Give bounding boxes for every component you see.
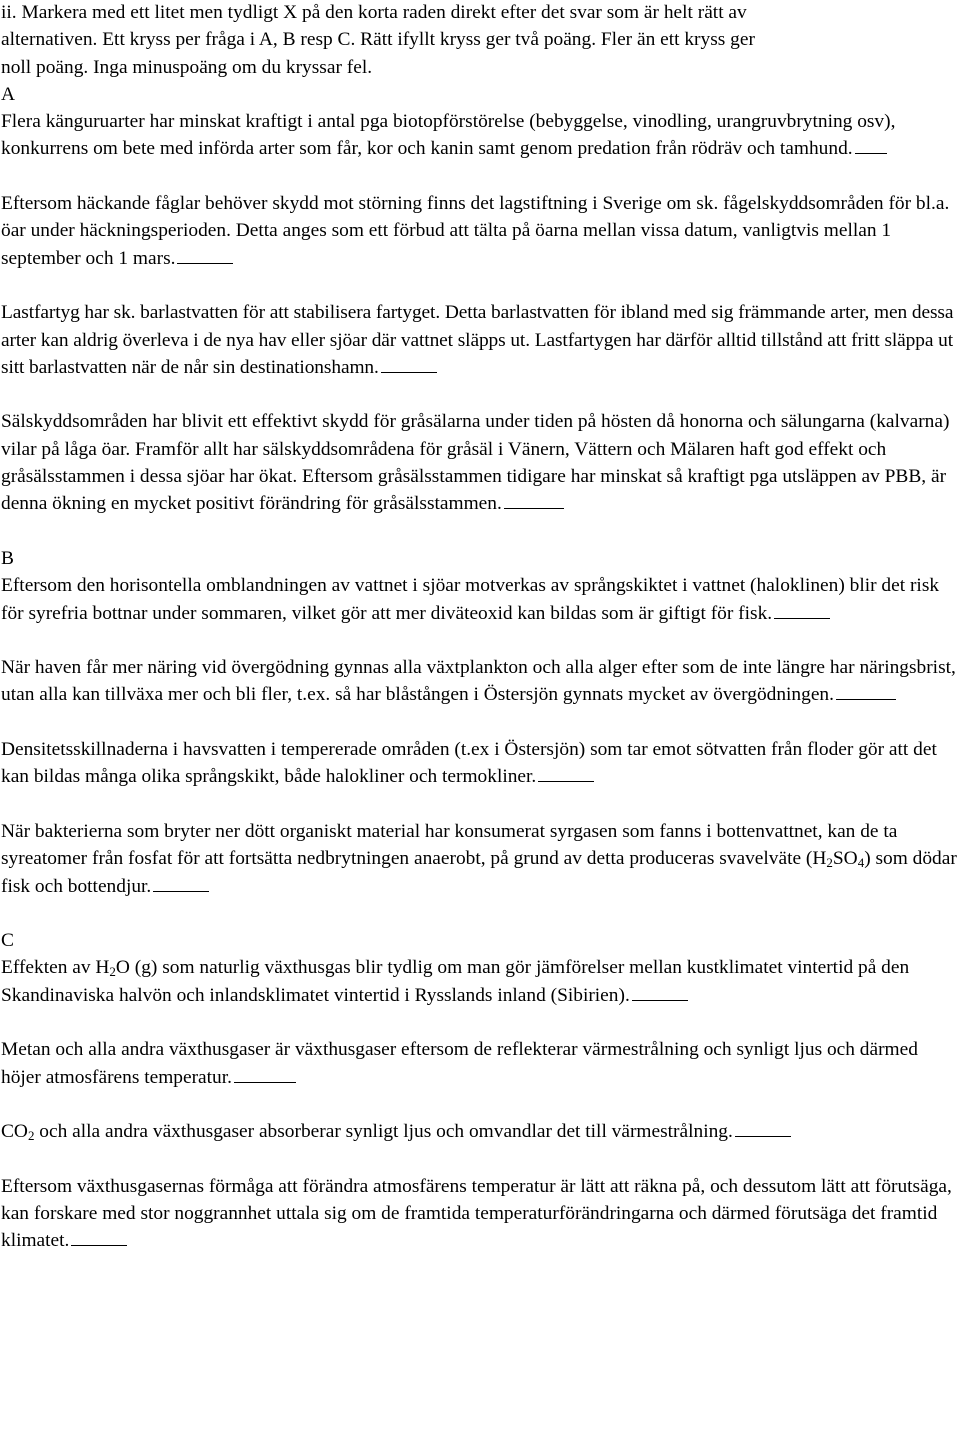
statement-c4-text: Eftersom växthusgasernas förmåga att förändra atmosfärens temperatur är lätt att räkna på, och dessutom lätt att förutsäga, kan forskare med stor noggrannhet uttala sig om de framtida temperaturförändringarna och därmed förutsäga det framtid klimatet. (1, 1175, 952, 1252)
statement-c2-text: Metan och alla andra växthusgaser är växthusgaser eftersom de reflekterar värmestrålning och synligt ljus och därmed höjer atmosfärens temperatur. (1, 1039, 918, 1088)
subscript-2: 2 (109, 964, 116, 980)
answer-blank-a1[interactable] (855, 137, 887, 154)
subscript-4: 4 (857, 855, 865, 871)
answer-blank-a3[interactable] (381, 356, 437, 373)
statement-c3 (1, 1118, 959, 1145)
answer-blank-b1[interactable] (774, 602, 830, 619)
statement-a2-text: Eftersom häckande fåglar behöver skydd mot störning finns det lagstiftning i Sverige om sk. fågelskyddsområden för bl.a. öar under häckningsperioden. Detta anges som ett förbud att tälta på öarna mellan vissa datum, vanligtvis mellan 1 september och 1 mars. (1, 193, 950, 269)
statement-b4-text: När bakterierna som bryter ner dött organiskt material har konsumerat syrgasen som fanns i bottenvattnet, kan de ta syreatomer från fosfat för att fortsätta nedbrytningen anaerobt, på grund av detta produceras svavelväte (H (1, 820, 898, 870)
statement-c1 (1, 954, 959, 1009)
statement-a3 (1, 299, 959, 381)
statement-c1-text-end: O (g) som naturlig växthusgas blir tydlig om man gör jämförelser mellan kustklimatet vintertid på den Skandinaviska halvön och inlandsklimatet vintertid i Rysslands inland (Sibirien). (1, 957, 910, 1006)
answer-blank-a4[interactable] (504, 492, 564, 509)
instructions-line-3: noll poäng. Inga minuspoäng om du kryssar fel. (1, 56, 373, 78)
statement-b1 (1, 572, 959, 627)
statement-a4-text: Sälskyddsområden har blivit ett effektivt skydd för gråsälarna under tiden på hösten då honorna och sälungarna (kalvarna) vilar på låga öar. Framför allt har sälskyddsområdena för gråsäl i Vänern, Vättern och Mälaren haft god effekt och gråsälsstammen i dessa sjöar har ökat. Eftersom gråsälsstammen tidigare har minskat så kraftigt pga utsläppen av PBB, är denna ökning en mycket positivt förändring för gråsälsstammen. (1, 411, 950, 515)
instructions-line-2: alternativen. Ett kryss per fråga i A, B resp C. Rätt ifyllt kryss ger två poäng. Fler än ett kryss ger (1, 29, 755, 51)
statement-a2 (1, 190, 959, 272)
statement-a1-text: Flera känguruarter har minskat kraftigt i antal pga biotopförstörelse (bebyggelse, vinodling, urangruvbrytning osv), konkurrens om bete med införda arter som får, kor och kanin samt genom predation från rödräv och tamhund. (1, 111, 896, 160)
statement-c3-text: och alla andra växthusgaser absorberar synligt ljus och omvandlar det till värmestrålning. (34, 1121, 733, 1143)
statement-b4 (1, 818, 959, 900)
answer-blank-c1[interactable] (632, 984, 688, 1001)
statement-b4-formula: SO (832, 848, 858, 870)
answer-blank-b4[interactable] (153, 875, 209, 892)
document-page (1, 0, 959, 1255)
answer-blank-b2[interactable] (836, 683, 896, 700)
statement-b2-text: När haven får mer näring vid övergödning gynnas alla växtplankton och alla alger efter som de inte längre har näringsbrist, utan alla kan tillväxa mer och bli fler, t.ex. så har blåstången i Östersjön gynnats mycket av övergödningen. (1, 657, 956, 706)
statement-b3-text: Densitetsskillnaderna i havsvatten i tempererade områden (t.ex i Östersjön) som tar emot sötvatten från floder gör att det kan bildas många olika språngskikt, både halokliner och termokliner. (1, 739, 937, 788)
section-c-heading: C (1, 930, 14, 952)
section-a-heading: A (1, 83, 16, 105)
statement-b2 (1, 654, 959, 709)
answer-blank-b3[interactable] (538, 765, 594, 782)
statement-b1-text: Eftersom den horisontella omblandningen av vattnet i sjöar motverkas av språngskiktet i vattnet (haloklinen) blir det risk för syrefria bottnar under sommaren, vilket gör att mer diväteoxid kan bildas som är giftigt för fisk. (1, 575, 940, 624)
statement-b4-text-end: ) som dödar fisk och bottendjur. (1, 848, 957, 897)
statement-c2 (1, 1036, 959, 1091)
section-b-heading: B (1, 547, 14, 569)
subscript-2: 2 (27, 1128, 35, 1144)
subscript-2: 2 (826, 855, 833, 871)
answer-blank-c3[interactable] (735, 1120, 791, 1137)
answer-blank-c2[interactable] (234, 1066, 296, 1083)
statement-c4 (1, 1173, 959, 1255)
statement-a4 (1, 408, 959, 517)
statement-a3-text: Lastfartyg har sk. barlastvatten för att stabilisera fartyget. Detta barlastvatten för ibland med sig främmande arter, men dessa arter kan aldrig överleva i de nya hav eller sjöar där vattnet släpps ut. Lastfartygen har därför alltid tillstånd att fritt släppa ut sitt barlastvatten när de når sin destinationshamn. (1, 302, 954, 378)
statement-c3-formula: CO (1, 1121, 28, 1143)
statement-c1-text: Effekten av H (1, 957, 110, 979)
instructions (1, 0, 959, 81)
answer-blank-c4[interactable] (71, 1229, 127, 1246)
answer-blank-a2[interactable] (177, 247, 233, 264)
statement-a1 (1, 108, 959, 163)
instructions-line-1: ii. Markera med ett litet men tydligt X på den korta raden direkt efter det svar som är helt rätt av (1, 2, 747, 23)
statement-b3 (1, 736, 959, 791)
